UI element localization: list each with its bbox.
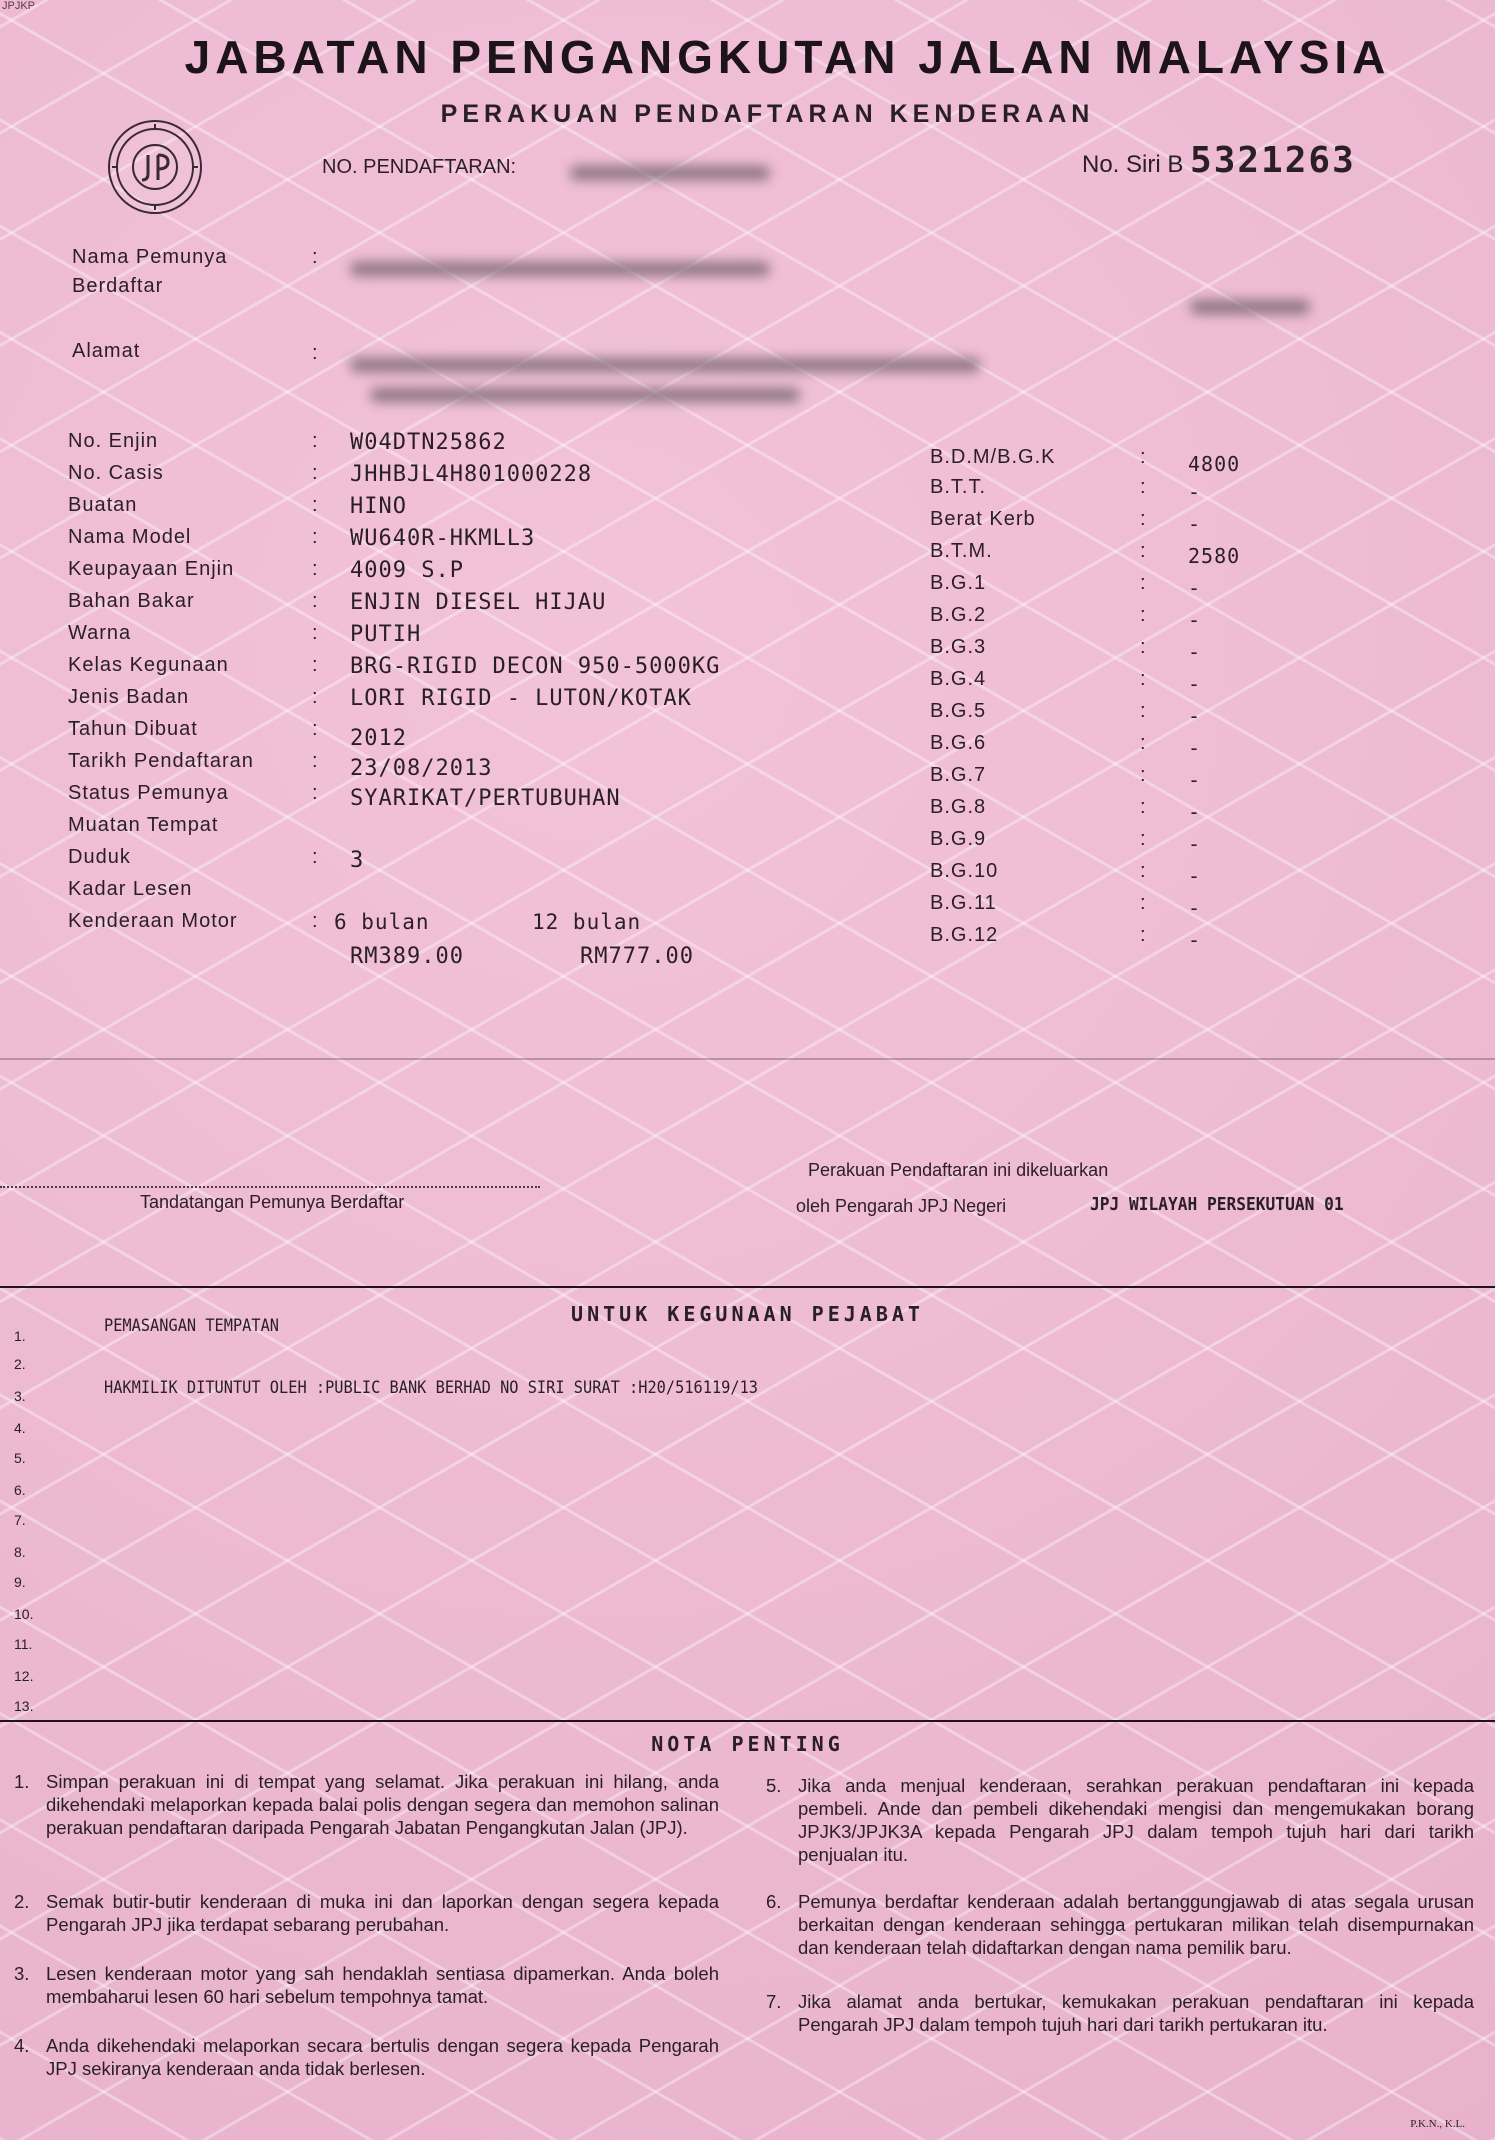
issued-by-line1: Perakuan Pendaftaran ini dikeluarkan — [808, 1160, 1109, 1180]
note-number: 7. — [766, 1991, 782, 2012]
weight-value: - — [1188, 512, 1202, 536]
axle-value: - — [1188, 832, 1202, 856]
field-colon: : — [1140, 892, 1146, 914]
field-label: Kadar Lesen — [68, 878, 193, 900]
axle-label: B.G.11 — [930, 892, 997, 914]
note-text: Anda dikehendaki melaporkan secara bertulis dengan segera kepada Pengarah JPJ sekiranya kenderaan anda tidak berlesen. — [46, 2035, 719, 2079]
vehicle-row — [68, 686, 189, 709]
axle-label: B.G.7 — [930, 764, 987, 786]
field-colon: : — [1140, 860, 1146, 882]
field-colon: : — [312, 654, 318, 676]
note-number: 6. — [766, 1891, 782, 1912]
seating-capacity: 3 — [350, 848, 365, 873]
printer-code: P.K.N., K.L. — [1410, 2118, 1465, 2130]
owner-status: SYARIKAT/PERTUBUHAN — [350, 786, 621, 811]
engine-number: W04DTN25862 — [350, 430, 507, 455]
field-colon: : — [312, 462, 318, 484]
field-colon: : — [1140, 508, 1146, 530]
axle-label: B.G.6 — [930, 732, 987, 754]
vehicle-row — [68, 846, 131, 869]
field-colon: : — [1140, 572, 1146, 594]
field-label: Bahan Bakar — [68, 590, 195, 612]
field-colon: : — [1140, 700, 1146, 722]
issued-by-line2: oleh Pengarah JPJ Negeri — [796, 1196, 1007, 1216]
jpj-seal-graphic — [110, 122, 200, 212]
vehicle-row — [68, 494, 137, 517]
field-label: Keupayaan Enjin — [68, 558, 235, 580]
line-number: 13. — [14, 1698, 34, 1714]
axle-value: - — [1188, 928, 1202, 952]
serial-number — [1082, 140, 1356, 181]
axle-label: B.G.5 — [930, 700, 987, 722]
note-number: 1. — [14, 1771, 30, 1792]
chassis-number: JHHBJL4H801000228 — [350, 462, 593, 487]
jpj-emblem-icon — [108, 120, 202, 214]
notes-heading: NOTA PENTING — [651, 1732, 844, 1756]
field-colon: : — [1140, 796, 1146, 818]
field-label: Kelas Kegunaan — [68, 654, 229, 676]
note-text: Semak butir-butir kenderaan di muka ini dan laporkan dengan segera kepada Pengarah JPJ jika terdapat sebarang perubahan. — [46, 1891, 719, 1935]
weight-label: B.D.M/B.G.K — [930, 446, 1056, 468]
axle-value: - — [1188, 672, 1202, 696]
vehicle-row — [68, 910, 238, 933]
line-number: 1. — [14, 1328, 26, 1344]
model-name: WU640R-HKMLL3 — [350, 526, 536, 551]
note-number: 4. — [14, 2035, 30, 2056]
axle-value: - — [1188, 864, 1202, 888]
field-colon: : — [1140, 732, 1146, 754]
field-label: Muatan Tempat — [68, 814, 219, 836]
note-text: Jika anda menjual kenderaan, serahkan perakuan pendaftaran ini kepada pembeli. Ande dan pembeli dikehendaki mengisi dan mengemukakan borang JPJK3/JPJK3A kepada Pengarah JPJ dalam tempoh tujuh hari dari tarikh penjualan itu. — [798, 1775, 1474, 1865]
field-colon: : — [1140, 764, 1146, 786]
line-number: 4. — [14, 1420, 26, 1436]
field-colon: : — [312, 494, 318, 516]
corner-tag: JPJKP — [2, 0, 36, 12]
field-colon: : — [1140, 446, 1146, 468]
vehicle-details-right — [930, 446, 1410, 952]
field-colon: : — [312, 590, 318, 612]
field-colon: : — [312, 558, 318, 580]
note-text: Lesen kenderaan motor yang sah hendaklah sentiasa dipamerkan. Anda boleh membaharui lesen 60 hari sebelum tempohnya tamat. — [46, 1963, 719, 2007]
axle-label: B.G.2 — [930, 604, 987, 626]
field-label: No. Casis — [68, 462, 164, 484]
line-number: 11. — [14, 1636, 33, 1652]
axle-value: - — [1188, 768, 1202, 792]
field-label: Jenis Badan — [68, 686, 190, 708]
document-title: JABATAN PENGANGKUTAN JALAN MALAYSIA — [184, 31, 1391, 83]
redacted-owner-name — [350, 262, 770, 276]
field-colon: : — [1140, 604, 1146, 626]
axle-label: B.G.12 — [930, 924, 999, 946]
fee-6-month-label: 6 bulan — [334, 910, 430, 934]
axle-label: B.G.4 — [930, 668, 987, 690]
axle-label: B.G.10 — [930, 860, 999, 882]
engine-capacity: 4009 S.P — [350, 558, 464, 583]
address-label: Alamat — [72, 340, 141, 362]
vehicle-row — [68, 526, 191, 549]
vehicle-row — [68, 782, 229, 805]
field-colon: : — [312, 846, 318, 868]
field-label: No. Enjin — [68, 430, 159, 452]
field-label: Warna — [68, 622, 132, 644]
vehicle-row — [68, 622, 131, 645]
axle-label: B.G.3 — [930, 636, 987, 658]
note-item — [14, 1770, 719, 1839]
line-number: 7. — [14, 1512, 26, 1528]
redacted-registration-number — [570, 166, 770, 180]
field-colon: : — [1140, 828, 1146, 850]
note-number: 3. — [14, 1963, 30, 1984]
field-label: Kenderaan Motor — [68, 910, 238, 932]
axle-value: - — [1188, 704, 1202, 728]
line-number: 8. — [14, 1544, 26, 1560]
note-item — [766, 1774, 1474, 1866]
line-number: 10. — [14, 1606, 34, 1622]
note-item — [14, 2034, 719, 2080]
axle-value: - — [1188, 608, 1202, 632]
line-number: 2. — [14, 1356, 26, 1372]
axle-label: B.G.8 — [930, 796, 987, 818]
vehicle-row — [68, 654, 229, 677]
field-colon: : — [1140, 540, 1146, 562]
field-colon: : — [312, 718, 318, 740]
vehicle-row — [68, 750, 254, 773]
field-label: Nama Model — [68, 526, 192, 548]
notes-top-rule — [0, 1720, 1495, 1722]
field-colon: : — [312, 622, 318, 644]
field-colon: : — [312, 910, 318, 932]
registration-date: 23/08/2013 — [350, 756, 493, 781]
axle-label: B.G.9 — [930, 828, 987, 850]
note-item — [766, 1990, 1474, 2036]
note-item — [766, 1890, 1474, 1959]
fuel-type: ENJIN DIESEL HIJAU — [350, 590, 607, 615]
note-text: Simpan perakuan ini di tempat yang selamat. Jika perakuan ini hilang, anda dikehendaki melaporkan kepada balai polis dengan segera dan memohon salinan perakuan pendaftaran daripada Pengarah Jabatan Pengangkutan Jalan (JPJ). — [46, 1771, 719, 1838]
field-colon: : — [1140, 924, 1146, 946]
fee-12-month-amount: RM777.00 — [580, 944, 694, 969]
axle-value: - — [1188, 576, 1202, 600]
office-use-line-1: PEMASANGAN TEMPATAN — [104, 1316, 280, 1336]
colour: PUTIH — [350, 622, 422, 647]
weight-label: B.T.M. — [930, 540, 993, 562]
registration-number-label: NO. PENDAFTARAN: — [322, 156, 517, 178]
redacted-address-line1 — [350, 358, 980, 372]
fee-12-month-label: 12 bulan — [532, 910, 642, 934]
vehicle-row — [68, 718, 198, 741]
usage-class: BRG-RIGID DECON 950-5000KG — [350, 654, 721, 679]
axle-value: - — [1188, 736, 1202, 760]
vehicle-row — [68, 462, 164, 485]
fold-line — [0, 1058, 1495, 1060]
axle-value: - — [1188, 896, 1202, 920]
field-colon: : — [1140, 476, 1146, 498]
redacted-owner-id — [1190, 300, 1310, 314]
vehicle-row — [68, 814, 219, 837]
axle-value: - — [1188, 640, 1202, 664]
line-number: 6. — [14, 1482, 26, 1498]
axle-label: B.G.1 — [930, 572, 987, 594]
vehicle-details-left — [68, 430, 988, 950]
unladen-weight: 2580 — [1188, 544, 1241, 568]
document-subtitle: PERAKUAN PENDAFTARAN KENDERAAN — [440, 100, 1095, 128]
issuing-office: JPJ WILAYAH PERSEKUTUAN 01 — [1090, 1194, 1344, 1215]
gross-weight: 4800 — [1188, 452, 1241, 476]
owner-signature-label: Tandatangan Pemunya Berdaftar — [140, 1192, 405, 1212]
field-colon: : — [312, 750, 318, 772]
field-colon: : — [312, 526, 318, 548]
vehicle-row — [68, 590, 195, 613]
vehicle-row — [68, 878, 192, 901]
field-label: Tarikh Pendaftaran — [68, 750, 254, 772]
field-label: Status Pemunya — [68, 782, 229, 804]
field-label: Duduk — [68, 846, 131, 868]
year-made: 2012 — [350, 726, 407, 751]
field-colon: : — [1140, 668, 1146, 690]
field-colon: : — [1140, 636, 1146, 658]
serial-number-label: No. Siri B — [1082, 151, 1184, 178]
line-number: 9. — [14, 1574, 26, 1590]
office-use-heading: UNTUK KEGUNAAN PEJABAT — [571, 1302, 924, 1326]
make: HINO — [350, 494, 407, 519]
owner-name-label-line2: Berdaftar — [72, 275, 164, 297]
note-number: 5. — [766, 1775, 782, 1796]
address-colon: : — [312, 342, 318, 364]
owner-signature-line — [0, 1186, 540, 1188]
field-label: Buatan — [68, 494, 138, 516]
owner-name-colon: : — [312, 246, 318, 268]
office-use-line-3: HAKMILIK DITUNTUT OLEH :PUBLIC BANK BERHAD NO SIRI SURAT :H20/516119/13 — [104, 1378, 759, 1398]
redacted-address-line2 — [370, 388, 800, 402]
line-number: 3. — [14, 1388, 26, 1404]
note-text: Pemunya berdaftar kenderaan adalah bertanggungjawab di atas segala urusan berkaitan dengan kenderaan sehingga pertukaran milikan telah disempurnakan dan kenderaan telah didaftarkan dengan nama pemilik baru. — [798, 1891, 1474, 1958]
vehicle-row — [68, 558, 234, 581]
field-colon: : — [312, 686, 318, 708]
vehicle-row — [68, 430, 158, 453]
field-label: Tahun Dibuat — [68, 718, 198, 740]
owner-name-label-line1: Nama Pemunya — [72, 246, 228, 268]
line-number: 12. — [14, 1668, 34, 1684]
note-item — [14, 1890, 719, 1936]
axle-value: - — [1188, 800, 1202, 824]
field-colon: : — [312, 430, 318, 452]
note-number: 2. — [14, 1891, 30, 1912]
office-use-top-rule — [0, 1286, 1495, 1288]
note-text: Jika alamat anda bertukar, kemukakan perakuan pendaftaran ini kepada Pengarah JPJ dalam tempoh tujuh hari dari tarikh pertukaran itu. — [798, 1991, 1474, 2035]
line-number: 5. — [14, 1450, 26, 1466]
fee-6-month-amount: RM389.00 — [350, 944, 464, 969]
field-colon: : — [312, 782, 318, 804]
note-item — [14, 1962, 719, 2008]
body-type: LORI RIGID - LUTON/KOTAK — [350, 686, 692, 711]
weight-label: B.T.T. — [930, 476, 987, 498]
serial-number-value: 5321263 — [1190, 140, 1356, 181]
weight-value: - — [1188, 480, 1202, 504]
weight-label: Berat Kerb — [930, 508, 1036, 530]
